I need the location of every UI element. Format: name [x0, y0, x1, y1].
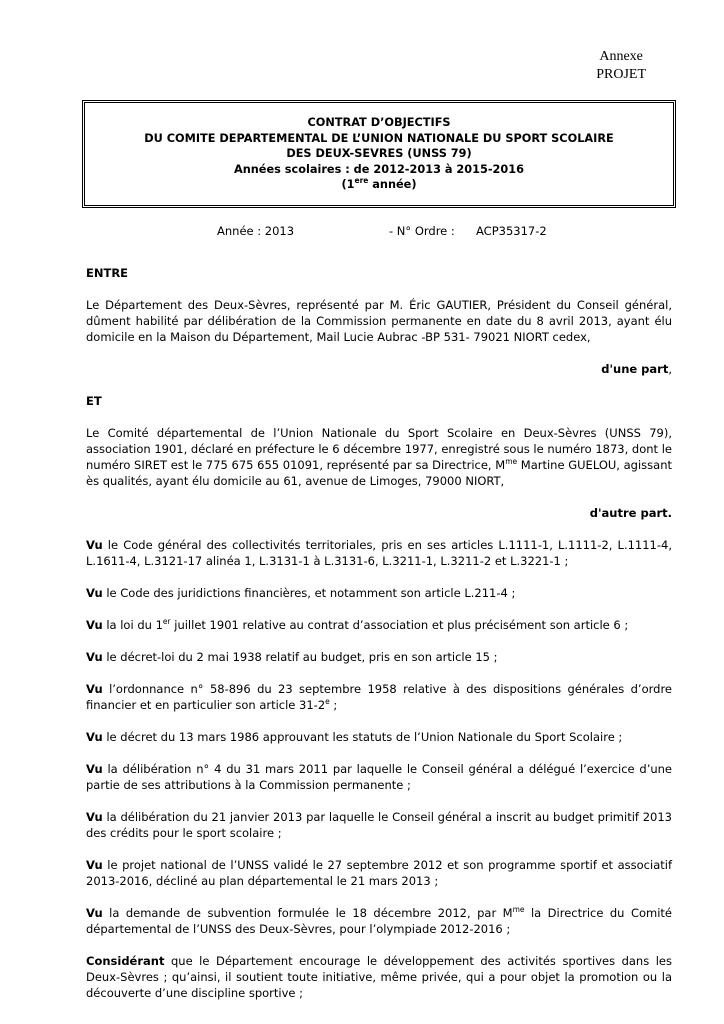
- vu-paragraph: Vu la délibération du 21 janvier 2013 par laquelle le Conseil général a inscrit au budget primitif 2013 des crédits pour le sport scolaire ;: [86, 810, 672, 840]
- annexe-label: Annexe: [599, 49, 643, 64]
- title-line-3: DES DEUX-SEVRES (UNSS 79): [286, 147, 472, 161]
- vu-paragraph: Vu le Code des juridictions financières, et notamment son article L.211-4 ;: [86, 586, 516, 600]
- vu-keyword: Vu: [86, 682, 103, 696]
- title-line-4: Années scolaires : de 2012-2013 à 2015-2016: [233, 162, 524, 176]
- party-unss: Le Comité départemental de l’Union Nationale du Sport Scolaire en Deux-Sèvres (UNSS 79), association 1901, déclaré en préfecture le 6 décembre 1977, enregistré sous le numéro 1873, dont le numéro SIRET est le 775 675 655 01091, représenté par sa Directrice, $M^{me}$ Martine GUELOU, agissant ès qualités, ayant élu domicile au 61, avenue de Limoges, 79000 NIORT,: [86, 426, 672, 488]
- title-line-1: CONTRAT D’OBJECTIFS: [307, 116, 451, 130]
- vu-paragraph: Vu le décret-loi du 2 mai 1938 relatif au budget, pris en son article 15 ;: [86, 650, 498, 664]
- vu-keyword: Vu: [86, 858, 103, 872]
- vu-keyword: Vu: [86, 762, 103, 776]
- contract-body: [86, 265, 672, 1017]
- order-label: - N° Ordre :: [389, 224, 455, 238]
- vu-paragraph: Vu la délibération n° 4 du 31 mars 2011 par laquelle le Conseil général a délégué l’exercice d’une partie de ses attributions à la Commission permanente ;: [86, 762, 672, 792]
- header-annotation: [596, 48, 646, 84]
- projet-label: PROJET: [596, 67, 646, 82]
- vu-paragraph: Vu la loi du 1er juillet 1901 relative au contrat d’association et plus précisément son article 6 ;: [86, 617, 629, 632]
- vu-paragraph: Vu la demande de subvention formulée le 18 décembre 2012, par $M^{me}$ la Directrice du Comité départemental de l’UNSS des Deux-Sèvres, pour l’olympiade 2012-2016 ;: [86, 905, 672, 936]
- et-heading: ET: [86, 394, 102, 408]
- vu-keyword: Vu: [86, 618, 103, 632]
- vu-paragraph: Vu le Code général des collectivités territoriales, pris en ses articles L.1111-1, L.1111-2, L.1111-4, L.1611-4, L.3121-17 alinéa 1, L.3131-1 à L.3131-6, L.3211-1, L.3211-2 et L.3221-1 ;: [86, 538, 672, 568]
- vu-paragraph: Vu le décret du 13 mars 1986 approuvant les statuts de l’Union Nationale du Sport Scolaire ;: [86, 730, 623, 744]
- entre-heading: ENTRE: [86, 266, 129, 280]
- party-department-end: d'une part,: [601, 362, 672, 376]
- title-line-5: (1ere année): [341, 176, 417, 192]
- considerant-paragraph: Considérant que le Département encourage le développement des activités sportives dans les Deux-Sèvres ; qu’ainsi, il soutient toute initiative, même privée, qui a pour objet la promotion ou la découverte d’une discipline sportive ;: [86, 954, 672, 1000]
- title-line-2: DU COMITE DEPARTEMENTAL DE L’UNION NATIONALE DU SPORT SCOLAIRE: [144, 131, 614, 145]
- party-department: Le Département des Deux-Sèvres, représenté par M. Éric GAUTIER, Président du Conseil général, dûment habilité par délibération de la Commission permanente en date du 8 avril 2013, ayant élu domicile en la Maison du Département, Mail Lucie Aubrac -BP 531- 79021 NIORT cedex,: [86, 298, 672, 344]
- order-number: ACP35317-2: [476, 224, 547, 238]
- party-unss-end: d'autre part.: [589, 506, 672, 520]
- considerant-keyword: Considérant: [86, 954, 165, 968]
- vu-keyword: Vu: [86, 730, 103, 744]
- vu-keyword: Vu: [86, 586, 103, 600]
- vu-keyword: Vu: [86, 538, 103, 552]
- vu-paragraph: Vu le projet national de l’UNSS validé le 27 septembre 2012 et son programme sportif et associatif 2013-2016, décliné au plan départemental le 21 mars 2013 ;: [86, 858, 672, 888]
- vu-keyword: Vu: [86, 650, 103, 664]
- vu-keyword: Vu: [86, 906, 103, 920]
- vu-keyword: Vu: [86, 810, 103, 824]
- vu-paragraph: Vu l’ordonnance n° 58-896 du 23 septembre 1958 relative à des dispositions générales d’ordre financier et en particulier son article 31-2e ;: [86, 682, 672, 712]
- year-label: Année : 2013: [217, 224, 295, 238]
- contract-title-box: [82, 100, 676, 208]
